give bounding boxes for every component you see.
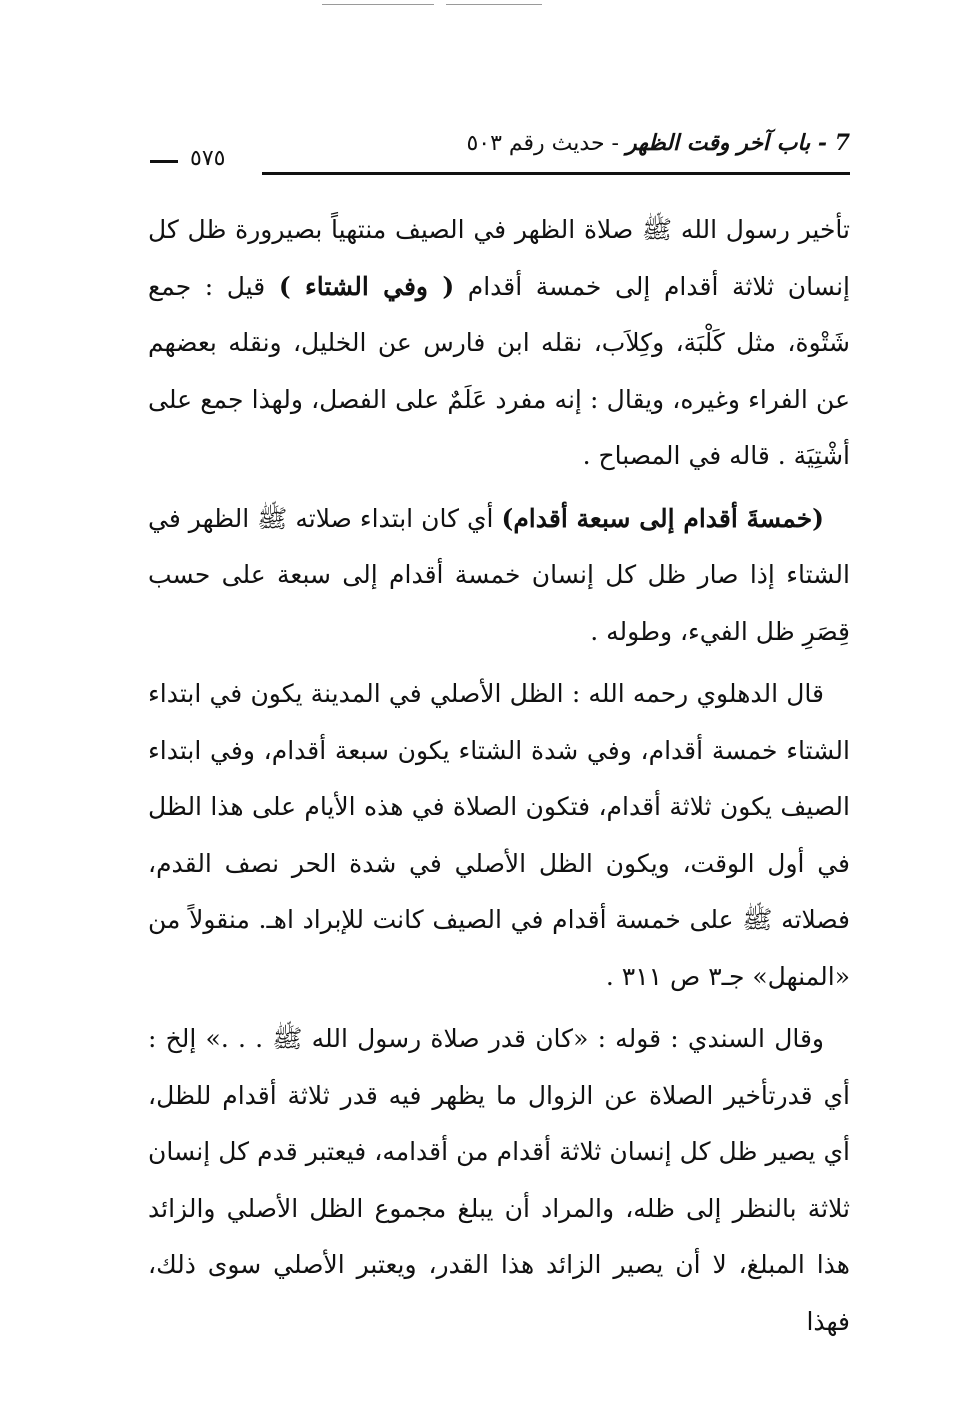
paragraph-2-rest: أي كان ابتداء صلاته ﷺ الظهر في الشتاء إذا صار ظل كل إنسان خمسة أقدام إلى سبعة على حسب قِصَرِ ظل الفيء، وطوله .	[148, 503, 850, 646]
chapter-heading	[466, 130, 850, 156]
page-number: ٥٧٥	[190, 146, 226, 171]
top-rule	[322, 4, 434, 5]
top-rule	[446, 4, 542, 5]
paragraph-1-rest: قيل : جمع شَتْوة، مثل كَلْبَة، وكِلاَب، نقله ابن فارس عن الخليل، ونقله بعضهم عن الفراء وغيره، ويقال : إنه مفرد عَلَمٌ على الفصل، ولهذا جمع على أشْتِيَة . قاله في المصباح .	[148, 271, 850, 470]
paragraph-1-text: تأخير رسول الله ﷺ صلاة الظهر في الصيف منتهياً بصيرورة ظل كل إنسان ثلاثة أقدام إلى خمسة أقدام	[148, 215, 850, 301]
paragraph-2	[148, 491, 850, 661]
term-five-to-seven-feet: (خمسةَ أقدام إلى سبعة أقدام)	[501, 503, 825, 533]
header-rule	[262, 172, 850, 175]
chapter-title: 7 - باب آخر وقت الظهر	[625, 130, 850, 156]
term-winter: ( وفي الشتاء )	[278, 271, 455, 301]
paragraph-1	[148, 202, 850, 485]
paragraph-4: وقال السندي : قوله : «كان قدر صلاة رسول الله ﷺ . . .» إلخ : أي قدرتأخير الصلاة عن الزوال ما يظهر فيه قدر ثلاثة أقدام للظل، أي يصير ظل كل إنسان ثلاثة أقدام من أقدامه، فيعتبر قدم كل إنسان ثلاثة بالنظر إلى ظله، والمراد أن يبلغ مجموع الظل الأصلي والزائد هذا المبلغ، لا أن يصير الزائد هذا القدر، ويعتبر الأصلي سوى ذلك، فهذا	[148, 1024, 850, 1336]
hadith-reference: - حديث رقم ٥٠٣	[466, 131, 619, 156]
running-head	[150, 128, 850, 178]
page-number-dash	[150, 160, 178, 163]
paragraph-3: قال الدهلوي رحمه الله : الظل الأصلي في المدينة يكون في ابتداء الشتاء خمسة أقدام، وفي شدة الشتاء يكون سبعة أقدام، وفي ابتداء الصيف يكون ثلاثة أقدام، فتكون الصلاة في هذه الأيام على هذا الظل في أول الوقت، ويكون الظل الأصلي في شدة الحر نصف القدم، فصلاته ﷺ على خمسة أقدام في الصيف كانت للإبراد اهـ. منقولاً من «المنهل» جـ٣ ص ٣١١ .	[148, 679, 850, 991]
main-text	[148, 202, 850, 1350]
